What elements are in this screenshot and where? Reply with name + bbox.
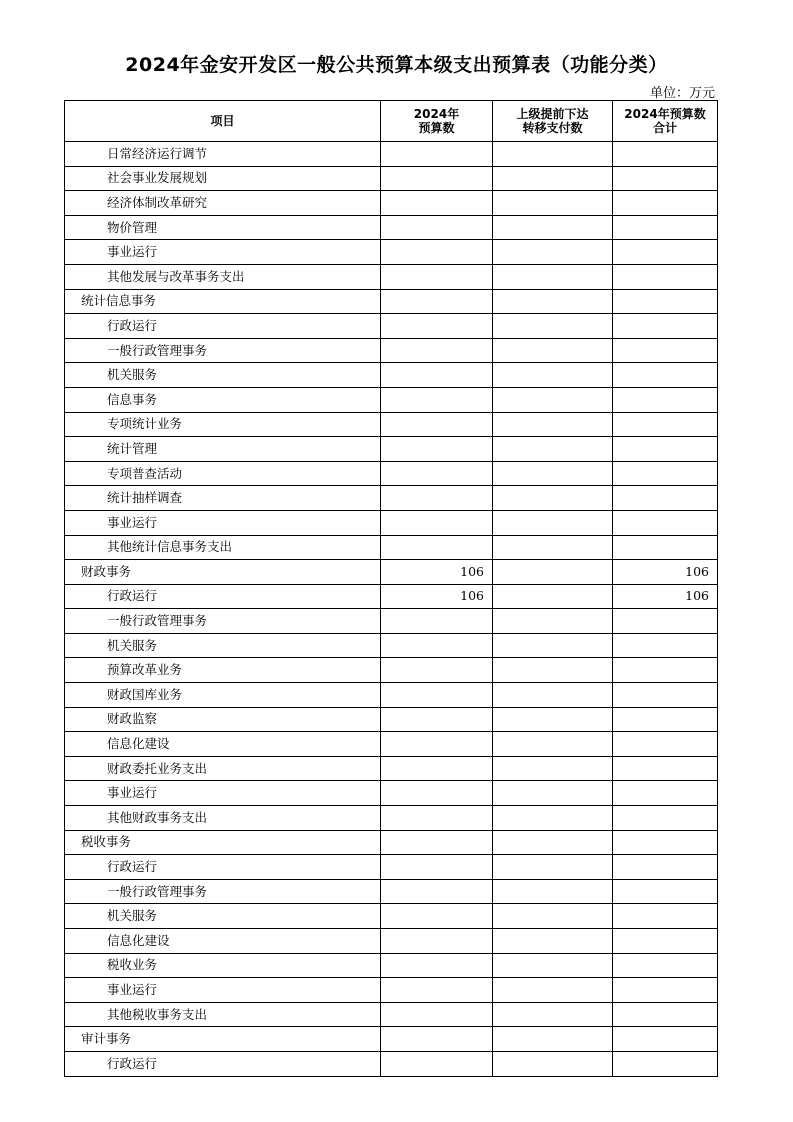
row-total-cell bbox=[613, 633, 718, 658]
table-row bbox=[65, 732, 718, 757]
row-item-name bbox=[65, 929, 381, 954]
row-total-cell bbox=[613, 904, 718, 929]
row-item-name bbox=[65, 904, 381, 929]
row-transfer-cell bbox=[493, 363, 613, 388]
table-row bbox=[65, 215, 718, 240]
row-item-label: 税收事务 bbox=[81, 834, 132, 850]
row-total-cell bbox=[613, 781, 718, 806]
row-budget-cell bbox=[381, 240, 493, 265]
row-transfer-cell bbox=[493, 240, 613, 265]
row-total-cell bbox=[613, 1051, 718, 1076]
row-item-label: 事业运行 bbox=[107, 514, 158, 530]
row-transfer-cell bbox=[493, 338, 613, 363]
row-budget-cell bbox=[381, 609, 493, 634]
table-row bbox=[65, 461, 718, 486]
row-transfer-cell bbox=[493, 535, 613, 560]
row-total-cell bbox=[613, 166, 718, 191]
page-title: 2024年金安开发区一般公共预算本级支出预算表（功能分类） bbox=[125, 54, 668, 76]
header-budget: 2024年 预算数 bbox=[381, 101, 493, 142]
table-row bbox=[65, 953, 718, 978]
budget-table bbox=[64, 100, 718, 1077]
row-total-cell bbox=[613, 830, 718, 855]
row-item-name bbox=[65, 535, 381, 560]
table-row bbox=[65, 387, 718, 412]
row-total-cell bbox=[613, 1027, 718, 1052]
row-budget-cell bbox=[381, 338, 493, 363]
row-total-cell: 106 bbox=[613, 584, 718, 609]
row-item-label: 其他统计信息事务支出 bbox=[107, 539, 233, 555]
row-total-cell bbox=[613, 806, 718, 831]
row-budget-cell bbox=[381, 142, 493, 167]
row-item-name bbox=[65, 1002, 381, 1027]
row-item-name bbox=[65, 855, 381, 880]
row-item-name bbox=[65, 510, 381, 535]
row-total-cell bbox=[613, 338, 718, 363]
unit-label: 单位：万元 bbox=[649, 86, 715, 101]
row-total-cell bbox=[613, 510, 718, 535]
row-item-name bbox=[65, 264, 381, 289]
row-budget-cell bbox=[381, 1002, 493, 1027]
row-item-name bbox=[65, 191, 381, 216]
table-row bbox=[65, 363, 718, 388]
row-total-cell bbox=[613, 387, 718, 412]
row-item-label: 机关服务 bbox=[107, 908, 158, 924]
table-row bbox=[65, 855, 718, 880]
row-budget-cell bbox=[381, 830, 493, 855]
table-row bbox=[65, 289, 718, 314]
row-item-label: 一般行政管理事务 bbox=[107, 883, 208, 899]
row-item-label: 财政监察 bbox=[107, 711, 158, 727]
row-budget-cell bbox=[381, 314, 493, 339]
table-row bbox=[65, 535, 718, 560]
row-transfer-cell bbox=[493, 1051, 613, 1076]
row-transfer-cell bbox=[493, 953, 613, 978]
row-budget-cell bbox=[381, 1027, 493, 1052]
row-budget-cell bbox=[381, 510, 493, 535]
row-item-label: 统计信息事务 bbox=[81, 293, 157, 309]
row-transfer-cell bbox=[493, 756, 613, 781]
row-budget-cell bbox=[381, 732, 493, 757]
table-row bbox=[65, 142, 718, 167]
row-transfer-cell bbox=[493, 609, 613, 634]
row-item-label: 行政运行 bbox=[107, 317, 158, 333]
row-transfer-cell bbox=[493, 1002, 613, 1027]
table-row bbox=[65, 683, 718, 708]
row-budget-cell bbox=[381, 461, 493, 486]
table-row bbox=[65, 191, 718, 216]
row-total-cell bbox=[613, 756, 718, 781]
table-row bbox=[65, 264, 718, 289]
row-item-label: 其他税收事务支出 bbox=[107, 1006, 208, 1022]
row-budget-cell bbox=[381, 535, 493, 560]
row-transfer-cell bbox=[493, 855, 613, 880]
row-budget-cell: 106 bbox=[381, 560, 493, 585]
row-item-name bbox=[65, 732, 381, 757]
row-total-cell bbox=[613, 461, 718, 486]
row-budget-cell bbox=[381, 756, 493, 781]
table-row bbox=[65, 1002, 718, 1027]
table-row bbox=[65, 609, 718, 634]
row-item-label: 专项统计业务 bbox=[107, 416, 183, 432]
row-item-name bbox=[65, 633, 381, 658]
row-budget-cell bbox=[381, 879, 493, 904]
row-transfer-cell bbox=[493, 707, 613, 732]
row-budget-cell bbox=[381, 781, 493, 806]
row-item-label: 统计抽样调查 bbox=[107, 490, 183, 506]
row-item-name bbox=[65, 806, 381, 831]
row-item-label: 审计事务 bbox=[81, 1031, 132, 1047]
row-item-label: 信息事务 bbox=[107, 391, 158, 407]
row-item-name bbox=[65, 707, 381, 732]
row-item-name bbox=[65, 560, 381, 585]
row-item-name bbox=[65, 166, 381, 191]
row-item-name bbox=[65, 461, 381, 486]
row-budget-cell bbox=[381, 412, 493, 437]
row-transfer-cell bbox=[493, 461, 613, 486]
row-item-name bbox=[65, 756, 381, 781]
row-item-name bbox=[65, 363, 381, 388]
table-row bbox=[65, 166, 718, 191]
row-transfer-cell bbox=[493, 486, 613, 511]
row-budget-cell bbox=[381, 658, 493, 683]
row-transfer-cell bbox=[493, 929, 613, 954]
row-total-cell bbox=[613, 978, 718, 1003]
row-total-cell bbox=[613, 240, 718, 265]
row-transfer-cell bbox=[493, 289, 613, 314]
row-transfer-cell bbox=[493, 879, 613, 904]
row-transfer-cell bbox=[493, 387, 613, 412]
row-total-cell bbox=[613, 732, 718, 757]
row-total-cell: 106 bbox=[613, 560, 718, 585]
row-item-name bbox=[65, 978, 381, 1003]
table-row bbox=[65, 1051, 718, 1076]
row-item-label: 事业运行 bbox=[107, 244, 158, 260]
table-row bbox=[65, 904, 718, 929]
row-item-label: 物价管理 bbox=[107, 219, 158, 235]
row-budget-cell bbox=[381, 806, 493, 831]
row-item-name bbox=[65, 486, 381, 511]
row-budget-cell bbox=[381, 929, 493, 954]
row-item-label: 一般行政管理事务 bbox=[107, 613, 208, 629]
row-total-cell bbox=[613, 929, 718, 954]
row-item-label: 其他财政事务支出 bbox=[107, 809, 208, 825]
row-transfer-cell bbox=[493, 510, 613, 535]
table-row bbox=[65, 633, 718, 658]
row-transfer-cell bbox=[493, 191, 613, 216]
row-budget-cell bbox=[381, 387, 493, 412]
table-row bbox=[65, 486, 718, 511]
row-item-label: 信息化建设 bbox=[107, 736, 170, 752]
row-total-cell bbox=[613, 855, 718, 880]
row-item-name bbox=[65, 1051, 381, 1076]
row-item-label: 财政国库业务 bbox=[107, 686, 183, 702]
row-item-label: 一般行政管理事务 bbox=[107, 342, 208, 358]
row-budget-cell bbox=[381, 1051, 493, 1076]
header-transfer: 上级提前下达 转移支付数 bbox=[493, 101, 613, 142]
row-item-name bbox=[65, 1027, 381, 1052]
row-item-name bbox=[65, 215, 381, 240]
row-total-cell bbox=[613, 535, 718, 560]
row-item-name bbox=[65, 953, 381, 978]
table-row bbox=[65, 1027, 718, 1052]
row-total-cell bbox=[613, 953, 718, 978]
row-budget-cell bbox=[381, 707, 493, 732]
row-transfer-cell bbox=[493, 1027, 613, 1052]
row-item-label: 专项普查活动 bbox=[107, 465, 183, 481]
table-row bbox=[65, 806, 718, 831]
row-budget-cell bbox=[381, 363, 493, 388]
row-transfer-cell bbox=[493, 781, 613, 806]
row-total-cell bbox=[613, 437, 718, 462]
row-total-cell bbox=[613, 609, 718, 634]
row-item-name bbox=[65, 658, 381, 683]
row-transfer-cell bbox=[493, 658, 613, 683]
table-row bbox=[65, 707, 718, 732]
row-budget-cell bbox=[381, 633, 493, 658]
row-budget-cell: 106 bbox=[381, 584, 493, 609]
table-body bbox=[65, 142, 718, 1077]
row-item-name bbox=[65, 289, 381, 314]
row-item-label: 社会事业发展规划 bbox=[107, 170, 208, 186]
row-item-name bbox=[65, 338, 381, 363]
table-row bbox=[65, 314, 718, 339]
row-item-label: 机关服务 bbox=[107, 637, 158, 653]
row-item-name bbox=[65, 830, 381, 855]
table-row bbox=[65, 879, 718, 904]
row-budget-cell bbox=[381, 289, 493, 314]
table-row bbox=[65, 929, 718, 954]
row-budget-cell bbox=[381, 264, 493, 289]
table-row bbox=[65, 781, 718, 806]
row-item-label: 税收业务 bbox=[107, 957, 158, 973]
row-transfer-cell bbox=[493, 732, 613, 757]
row-transfer-cell bbox=[493, 584, 613, 609]
row-transfer-cell bbox=[493, 683, 613, 708]
row-budget-cell bbox=[381, 166, 493, 191]
row-transfer-cell bbox=[493, 806, 613, 831]
row-transfer-cell bbox=[493, 830, 613, 855]
row-budget-cell bbox=[381, 191, 493, 216]
row-total-cell bbox=[613, 289, 718, 314]
row-budget-cell bbox=[381, 486, 493, 511]
row-total-cell bbox=[613, 486, 718, 511]
row-transfer-cell bbox=[493, 142, 613, 167]
row-total-cell bbox=[613, 142, 718, 167]
header-total: 2024年预算数 合计 bbox=[613, 101, 718, 142]
row-item-label: 事业运行 bbox=[107, 785, 158, 801]
row-total-cell bbox=[613, 879, 718, 904]
row-total-cell bbox=[613, 363, 718, 388]
row-item-label: 其他发展与改革事务支出 bbox=[107, 268, 245, 284]
table-row bbox=[65, 437, 718, 462]
row-item-name bbox=[65, 142, 381, 167]
row-item-name bbox=[65, 437, 381, 462]
row-transfer-cell bbox=[493, 215, 613, 240]
row-item-name bbox=[65, 240, 381, 265]
row-transfer-cell bbox=[493, 633, 613, 658]
table-row bbox=[65, 756, 718, 781]
row-item-label: 行政运行 bbox=[107, 588, 158, 604]
row-total-cell bbox=[613, 683, 718, 708]
row-item-label: 日常经济运行调节 bbox=[107, 145, 208, 161]
row-item-name bbox=[65, 387, 381, 412]
row-item-name bbox=[65, 412, 381, 437]
row-budget-cell bbox=[381, 855, 493, 880]
row-item-label: 经济体制改革研究 bbox=[107, 194, 208, 210]
row-item-name bbox=[65, 683, 381, 708]
row-transfer-cell bbox=[493, 904, 613, 929]
table-row bbox=[65, 412, 718, 437]
header-item: 项目 bbox=[65, 101, 381, 142]
row-budget-cell bbox=[381, 978, 493, 1003]
row-total-cell bbox=[613, 707, 718, 732]
row-item-name bbox=[65, 879, 381, 904]
table-row bbox=[65, 338, 718, 363]
row-item-name bbox=[65, 609, 381, 634]
row-total-cell bbox=[613, 1002, 718, 1027]
row-transfer-cell bbox=[493, 264, 613, 289]
row-item-name bbox=[65, 781, 381, 806]
row-item-label: 预算改革业务 bbox=[107, 662, 183, 678]
row-item-name bbox=[65, 314, 381, 339]
row-item-label: 财政事务 bbox=[81, 563, 132, 579]
row-total-cell bbox=[613, 264, 718, 289]
row-total-cell bbox=[613, 658, 718, 683]
row-transfer-cell bbox=[493, 166, 613, 191]
table-row bbox=[65, 240, 718, 265]
row-item-label: 财政委托业务支出 bbox=[107, 760, 208, 776]
row-budget-cell bbox=[381, 215, 493, 240]
row-item-name bbox=[65, 584, 381, 609]
row-transfer-cell bbox=[493, 978, 613, 1003]
row-transfer-cell bbox=[493, 560, 613, 585]
row-total-cell bbox=[613, 314, 718, 339]
row-transfer-cell bbox=[493, 412, 613, 437]
row-budget-cell bbox=[381, 904, 493, 929]
table-row bbox=[65, 560, 718, 585]
row-item-label: 事业运行 bbox=[107, 981, 158, 997]
row-budget-cell bbox=[381, 437, 493, 462]
table-header-row bbox=[65, 101, 718, 142]
row-item-label: 行政运行 bbox=[107, 859, 158, 875]
row-total-cell bbox=[613, 215, 718, 240]
table-row bbox=[65, 978, 718, 1003]
row-transfer-cell bbox=[493, 437, 613, 462]
row-total-cell bbox=[613, 412, 718, 437]
row-budget-cell bbox=[381, 953, 493, 978]
row-item-label: 机关服务 bbox=[107, 367, 158, 383]
row-item-label: 信息化建设 bbox=[107, 932, 170, 948]
table-row bbox=[65, 510, 718, 535]
table-row bbox=[65, 584, 718, 609]
row-total-cell bbox=[613, 191, 718, 216]
table-row bbox=[65, 830, 718, 855]
row-item-label: 统计管理 bbox=[107, 440, 158, 456]
row-item-label: 行政运行 bbox=[107, 1055, 158, 1071]
row-transfer-cell bbox=[493, 314, 613, 339]
table-row bbox=[65, 658, 718, 683]
row-budget-cell bbox=[381, 683, 493, 708]
